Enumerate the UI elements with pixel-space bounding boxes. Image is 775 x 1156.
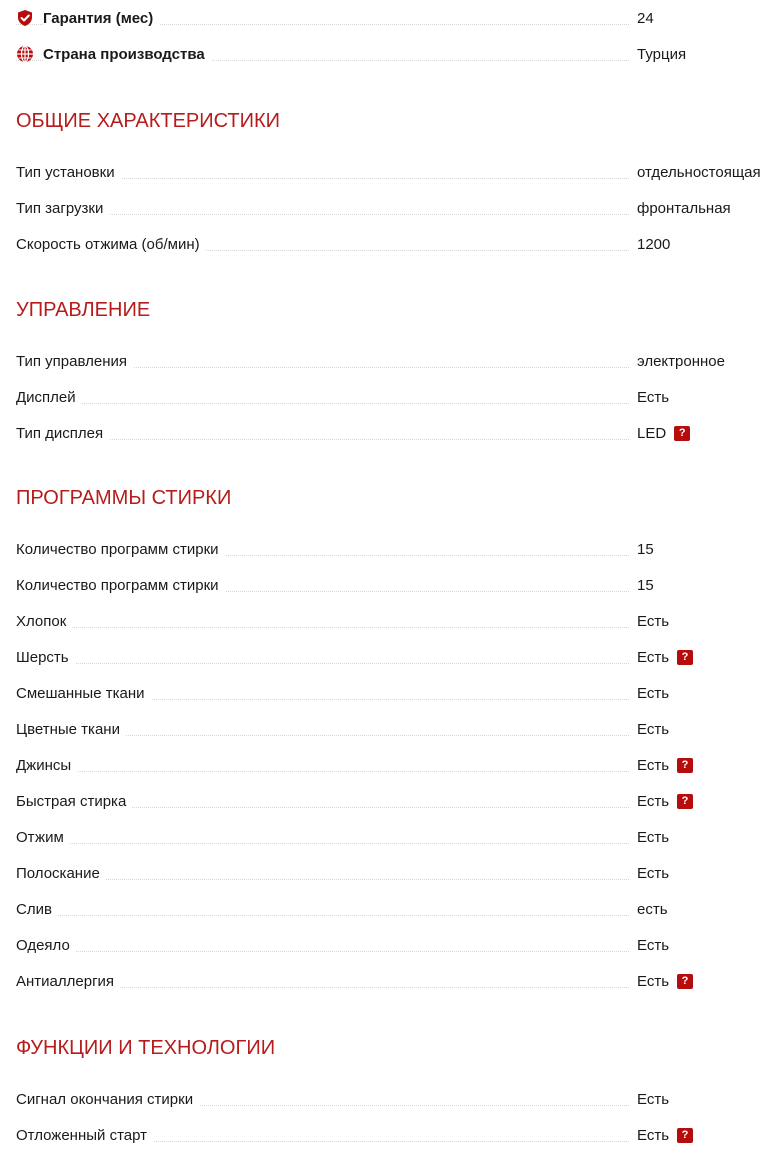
- globe-icon: [16, 45, 34, 63]
- help-icon[interactable]: ?: [677, 650, 693, 665]
- spec-value: Есть: [637, 612, 670, 630]
- spec-value-wrap: [637, 236, 670, 253]
- spec-label: Полоскание: [16, 865, 106, 882]
- dotted-leader: [16, 915, 629, 916]
- spec-value: 1200: [637, 235, 671, 253]
- spec-value: 15: [637, 540, 654, 558]
- spec-row: [16, 675, 775, 711]
- spec-label: Скорость отжима (об/мин): [16, 236, 206, 253]
- spec-label: Страна производства: [43, 46, 211, 63]
- dotted-leader: [16, 879, 629, 880]
- spec-row: [16, 963, 775, 999]
- spec-value: Есть: [637, 1126, 670, 1144]
- spec-label: Одеяло: [16, 937, 76, 954]
- spec-value: Есть: [637, 720, 670, 738]
- spec-value-wrap: [637, 613, 669, 630]
- spec-label: Гарантия (мес): [43, 10, 159, 27]
- spec-value-wrap: [637, 649, 693, 666]
- spec-row: [16, 567, 775, 603]
- spec-row: [16, 531, 775, 567]
- spec-value-wrap: [637, 577, 654, 594]
- spec-row: [16, 639, 775, 675]
- spec-label: Тип дисплея: [16, 425, 109, 442]
- spec-value-wrap: [637, 425, 690, 442]
- spec-value-wrap: [637, 721, 669, 738]
- spec-label: Отложенный старт: [16, 1127, 153, 1144]
- spec-value: Турция: [637, 45, 687, 63]
- spec-label: Смешанные ткани: [16, 685, 151, 702]
- spec-row: [16, 855, 775, 891]
- spec-value: Есть: [637, 864, 670, 882]
- help-icon[interactable]: ?: [674, 426, 690, 441]
- spec-row: [16, 927, 775, 963]
- spec-label: Джинсы: [16, 757, 77, 774]
- spec-label: Антиаллергия: [16, 973, 120, 990]
- spec-value: Есть: [637, 1090, 670, 1108]
- section-title: УПРАВЛЕНИЕ: [16, 299, 151, 321]
- spec-value-wrap: [637, 829, 669, 846]
- spec-label: Дисплей: [16, 389, 82, 406]
- spec-label: Слив: [16, 901, 58, 918]
- spec-value-wrap: [637, 1127, 693, 1144]
- spec-value-wrap: [637, 353, 725, 370]
- spec-value-wrap: [637, 901, 668, 918]
- dotted-leader: [16, 951, 629, 952]
- spec-value: Есть: [637, 972, 670, 990]
- spec-row: [16, 190, 775, 226]
- spec-value: Есть: [637, 936, 670, 954]
- spec-label: Количество программ стирки: [16, 577, 225, 594]
- spec-value: фронтальная: [637, 199, 731, 217]
- spec-row: [16, 226, 775, 262]
- spec-row: [16, 747, 775, 783]
- spec-value: Есть: [637, 388, 670, 406]
- spec-row: [16, 154, 775, 190]
- spec-value-wrap: [637, 973, 693, 990]
- dotted-leader: [16, 403, 629, 404]
- spec-value-wrap: [637, 200, 731, 217]
- spec-value-wrap: [637, 793, 693, 810]
- spec-value: 24: [637, 9, 654, 27]
- spec-value-wrap: [637, 389, 669, 406]
- spec-value: электронное: [637, 352, 725, 370]
- spec-value: Есть: [637, 828, 670, 846]
- spec-row: [16, 603, 775, 639]
- spec-value: отдельностоящая: [637, 163, 761, 181]
- spec-row-warranty: [16, 0, 775, 36]
- spec-label: Сигнал окончания стирки: [16, 1091, 199, 1108]
- help-icon[interactable]: ?: [677, 1128, 693, 1143]
- spec-value-wrap: [637, 865, 669, 882]
- section-title: ОБЩИЕ ХАРАКТЕРИСТИКИ: [16, 110, 281, 132]
- spec-label: Тип установки: [16, 164, 121, 181]
- spec-value: Есть: [637, 756, 670, 774]
- spec-row: [16, 379, 775, 415]
- spec-label: Шерсть: [16, 649, 75, 666]
- spec-value: Есть: [637, 792, 670, 810]
- spec-value-wrap: [637, 685, 669, 702]
- help-icon[interactable]: ?: [677, 758, 693, 773]
- spec-value-wrap: [637, 937, 669, 954]
- spec-row: [16, 711, 775, 747]
- spec-value: 15: [637, 576, 654, 594]
- dotted-leader: [16, 843, 629, 844]
- spec-label: Количество программ стирки: [16, 541, 225, 558]
- spec-label: Тип управления: [16, 353, 133, 370]
- spec-row: [16, 783, 775, 819]
- spec-row: [16, 1081, 775, 1117]
- shield-check-icon: [16, 9, 34, 27]
- spec-value: LED: [637, 424, 667, 442]
- spec-row: [16, 415, 775, 451]
- spec-value-wrap: [637, 541, 654, 558]
- dotted-leader: [16, 771, 629, 772]
- spec-value-wrap: [637, 1091, 669, 1108]
- spec-value: Есть: [637, 684, 670, 702]
- dotted-leader: [16, 663, 629, 664]
- spec-label: Хлопок: [16, 613, 72, 630]
- help-icon[interactable]: ?: [677, 794, 693, 809]
- spec-row: [16, 891, 775, 927]
- spec-label: Цветные ткани: [16, 721, 126, 738]
- help-icon[interactable]: ?: [677, 974, 693, 989]
- section-title: ПРОГРАММЫ СТИРКИ: [16, 487, 232, 509]
- spec-row-country: [16, 36, 775, 72]
- spec-row: [16, 1117, 775, 1153]
- spec-value-wrap: [637, 757, 693, 774]
- dotted-leader: [16, 627, 629, 628]
- section-title: ФУНКЦИИ И ТЕХНОЛОГИИ: [16, 1037, 276, 1059]
- spec-label: Быстрая стирка: [16, 793, 132, 810]
- spec-value: есть: [637, 900, 668, 918]
- spec-value: Есть: [637, 648, 670, 666]
- spec-value-wrap: [637, 164, 761, 181]
- spec-row: [16, 343, 775, 379]
- spec-label: Отжим: [16, 829, 70, 846]
- spec-label: Тип загрузки: [16, 200, 109, 217]
- spec-row: [16, 819, 775, 855]
